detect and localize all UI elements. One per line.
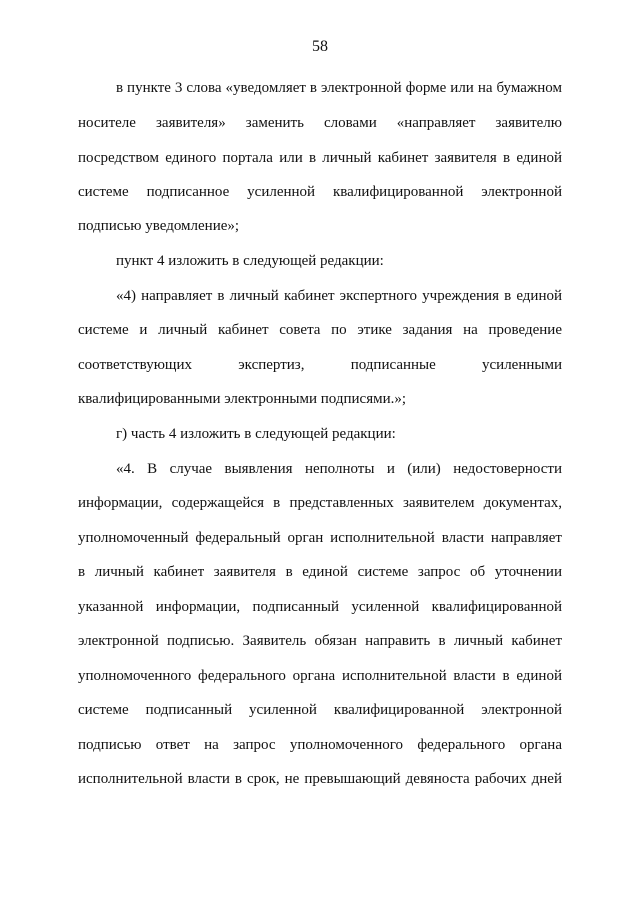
text-line: носителе заявителя» заменить словами «направляет заявителю — [78, 115, 562, 131]
text-line: «4. В случае выявления неполноты и (или) недостоверности — [116, 461, 562, 477]
text-line: системе подписанное усиленной квалифицированной электронной — [78, 184, 562, 200]
text-line: в личный кабинет заявителя в единой системе запрос об уточнении — [78, 564, 562, 580]
text-line: электронной подписью. Заявитель обязан направить в личный кабинет — [78, 633, 562, 649]
text-line: исполнительной власти в срок, не превышающий девяноста рабочих дней — [78, 771, 562, 787]
page-number: 58 — [312, 38, 328, 55]
text-line: информации, содержащейся в представленных заявителем документах, — [78, 495, 562, 511]
text-line: «4) направляет в личный кабинет экспертного учреждения в единой — [116, 288, 562, 304]
text-line: системе и личный кабинет совета по этике задания на проведение — [78, 322, 562, 338]
text-line: посредством единого портала или в личный кабинет заявителя в единой — [78, 150, 562, 166]
text-line: указанной информации, подписанный усиленной квалифицированной — [78, 599, 562, 615]
text-line: системе подписанный усиленной квалифицированной электронной — [78, 702, 562, 718]
text-line: подписью уведомление»; — [78, 218, 240, 234]
text-line: пункт 4 изложить в следующей редакции: — [116, 253, 384, 269]
text-line: в пункте 3 слова «уведомляет в электронной форме или на бумажном — [116, 80, 562, 96]
text-line: г) часть 4 изложить в следующей редакции: — [116, 426, 396, 442]
text-line: уполномоченного федерального органа исполнительной власти в единой — [78, 668, 562, 684]
text-line: уполномоченный федеральный орган исполнительной власти направляет — [78, 530, 562, 546]
text-line: подписью ответ на запрос уполномоченного федерального органа — [78, 737, 562, 753]
text-line: соответствующих экспертиз, подписанные усиленными — [78, 357, 562, 373]
text-line: квалифицированными электронными подписями.»; — [78, 391, 407, 407]
